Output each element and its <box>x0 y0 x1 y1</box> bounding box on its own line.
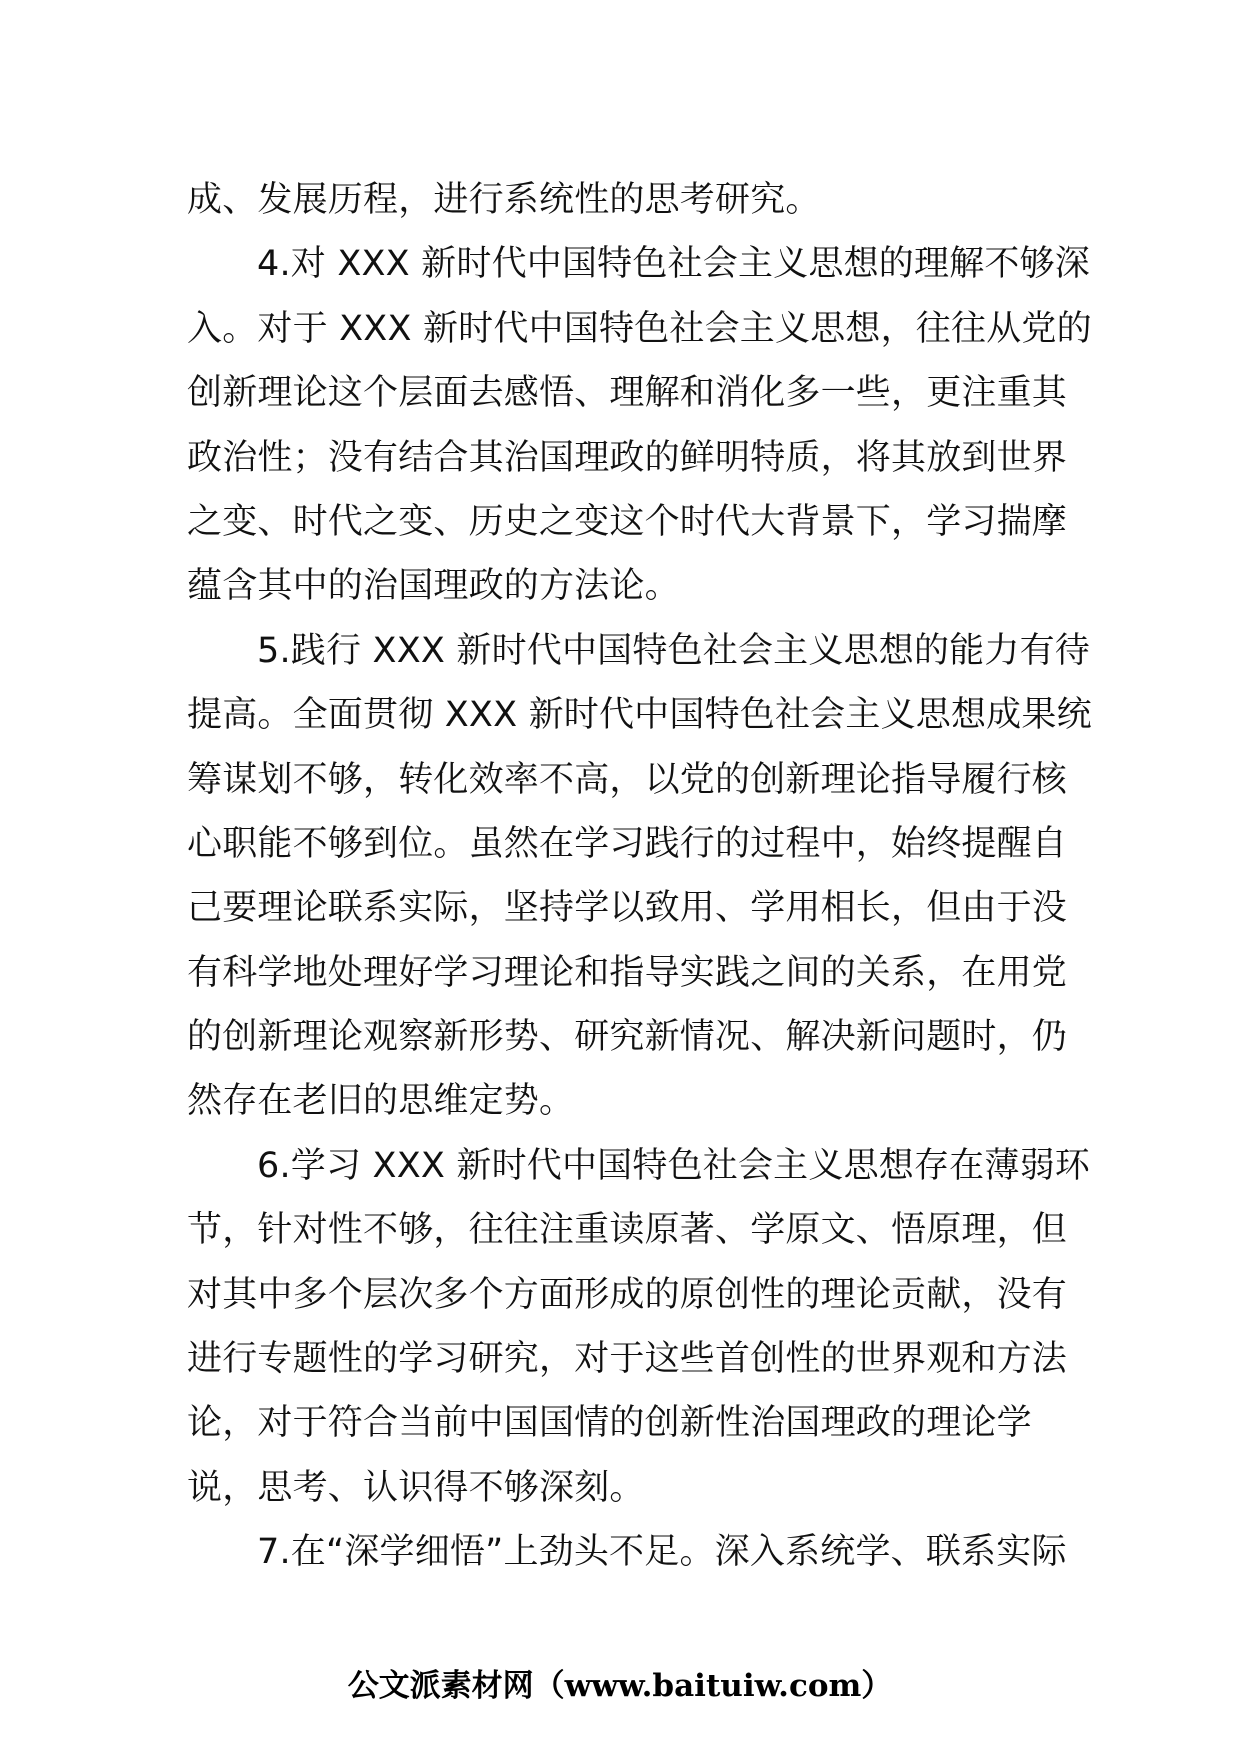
text-line: 说，思考、认识得不够深刻。 <box>187 1467 645 1508</box>
text-line: 政治性；没有结合其治国理政的鲜明特质，将其放到世界 <box>187 437 1068 478</box>
text-line: 论，对于符合当前中国国情的创新性治国理政的理论学 <box>187 1403 1032 1444</box>
document-body <box>187 168 1092 1585</box>
text-line: 入。对于 XXX 新时代中国特色社会主义思想，往往从党的 <box>187 308 1092 349</box>
footer-watermark: 公文派素材网（www.baituiw.com） <box>347 1668 893 1704</box>
text-line: 7.在“深学细悟”上劲头不足。深入系统学、联系实际 <box>257 1532 1067 1573</box>
text-line: 的创新理论观察新形势、研究新情况、解决新问题时，仍 <box>187 1017 1068 1058</box>
text-line: 提高。全面贯彻 XXX 新时代中国特色社会主义思想成果统 <box>187 695 1092 736</box>
text-line: 节，针对性不够，往往注重读原著、学原文、悟原理，但 <box>187 1210 1068 1251</box>
text-line: 5.践行 XXX 新时代中国特色社会主义思想的能力有待 <box>257 630 1090 671</box>
text-line: 对其中多个层次多个方面形成的原创性的理论贡献，没有 <box>187 1274 1068 1315</box>
text-line: 4.对 XXX 新时代中国特色社会主义思想的理解不够深 <box>257 244 1090 285</box>
text-line: 己要理论联系实际，坚持学以致用、学用相长，但由于没 <box>187 888 1068 929</box>
text-line: 有科学地处理好学习理论和指导实践之间的关系，在用党 <box>187 952 1068 993</box>
text-line: 心职能不够到位。虽然在学习践行的过程中，始终提醒自 <box>187 823 1068 864</box>
text-line: 创新理论这个层面去感悟、理解和消化多一些，更注重其 <box>187 373 1068 414</box>
text-line: 进行专题性的学习研究，对于这些首创性的世界观和方法 <box>187 1339 1068 1380</box>
text-line: 筹谋划不够，转化效率不高，以党的创新理论指导履行核 <box>187 759 1068 800</box>
text-line: 蕴含其中的治国理政的方法论。 <box>187 566 680 607</box>
text-line: 之变、时代之变、历史之变这个时代大背景下，学习揣摩 <box>187 501 1068 542</box>
text-line: 6.学习 XXX 新时代中国特色社会主义思想存在薄弱环 <box>257 1145 1090 1186</box>
text-line: 然存在老旧的思维定势。 <box>187 1081 575 1122</box>
text-line: 成、发展历程，进行系统性的思考研究。 <box>187 180 821 220</box>
